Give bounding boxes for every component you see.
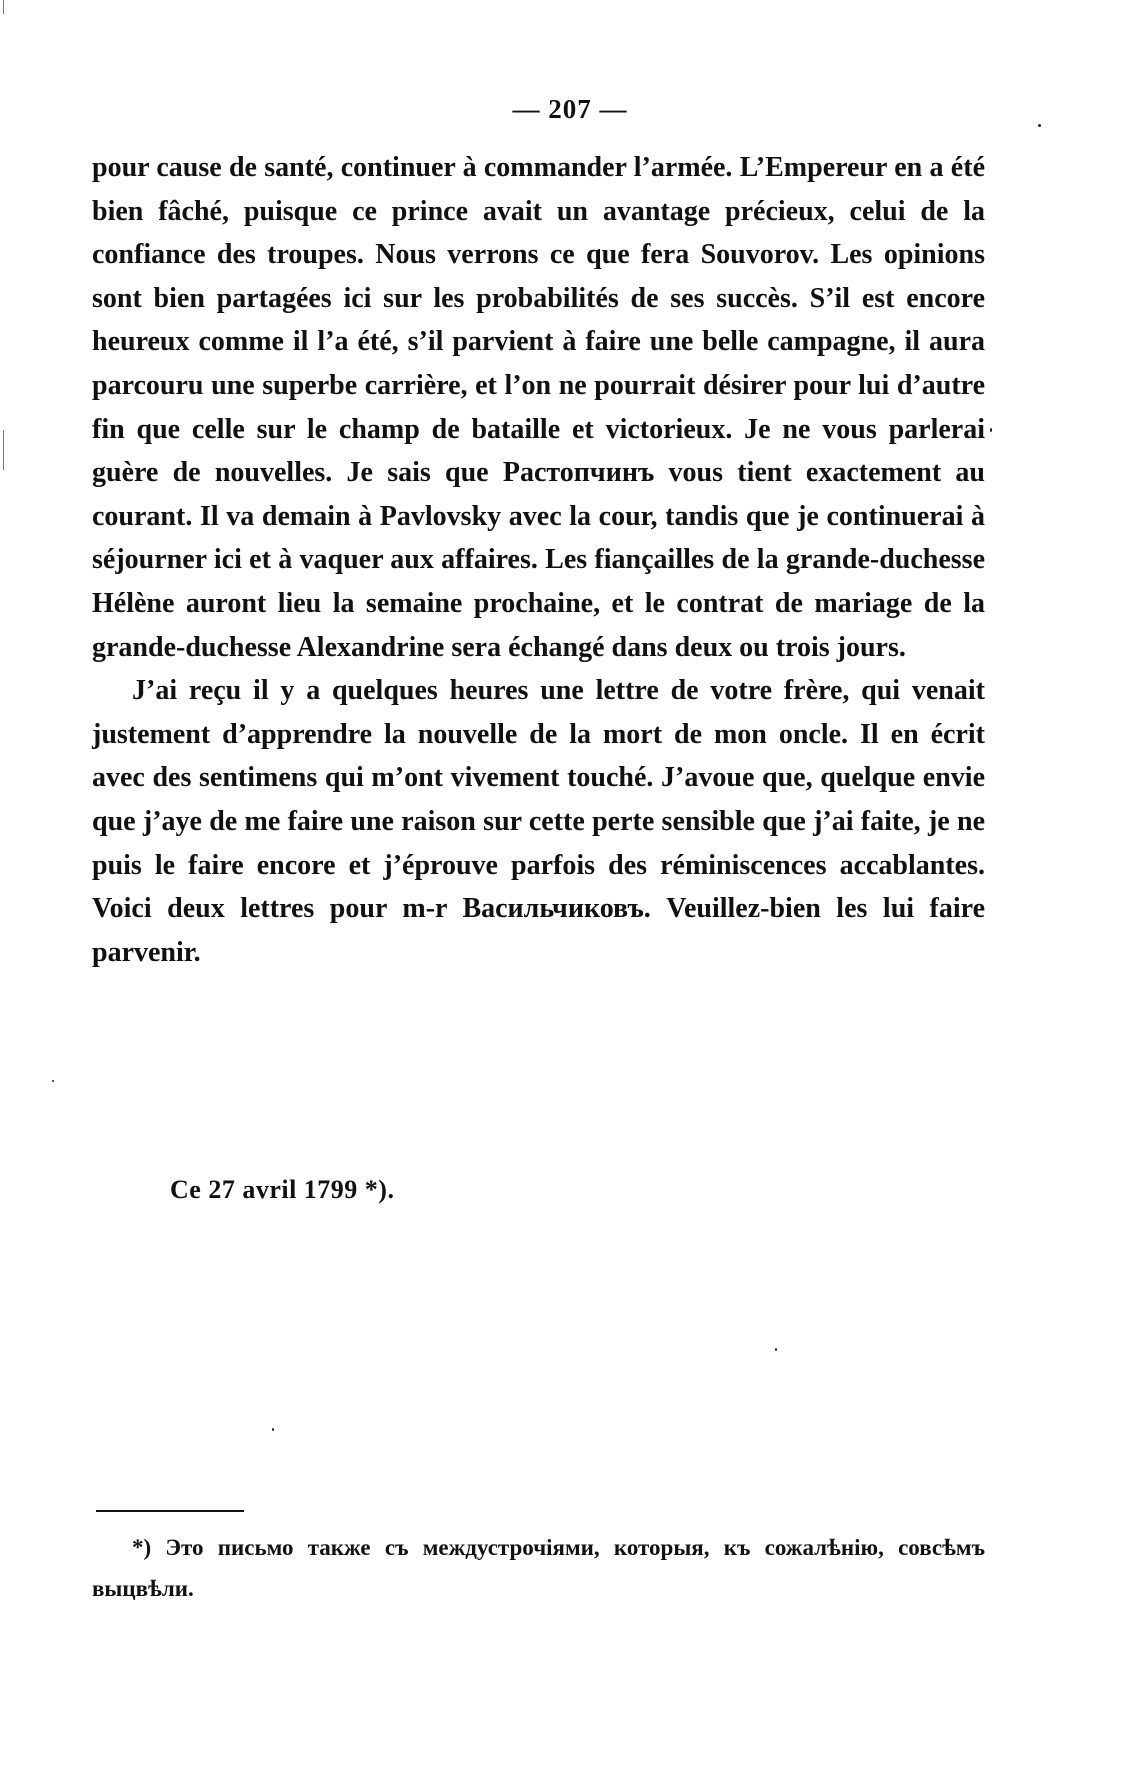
letter-body <box>92 146 985 974</box>
ink-speck <box>272 1428 274 1431</box>
ink-speck <box>52 1080 54 1082</box>
letter-dateline: Ce 27 avril 1799 *). <box>170 1175 395 1204</box>
scan-edge-mark <box>3 0 4 14</box>
footnote-text: *) Это письмо также съ междустрочіями, которыя, къ сожалѣнію, совсѣмъ выцвѣли. <box>92 1535 985 1601</box>
ink-speck <box>775 1348 777 1351</box>
scan-edge-mark <box>3 430 4 470</box>
page-number: — 207 — <box>512 94 628 124</box>
footnote-divider <box>96 1510 244 1512</box>
ink-speck <box>990 428 992 432</box>
paragraph-letter-from-brother: J’ai reçu il y a quelques heures une lettre de votre frère, qui venait justement d’apprendre la nouvelle de la mort de mon oncle. Il en écrit avec des sentimens qui m’ont vivement touché. J’avoue que, quelque envie que j’aye de me faire une raison sur cette perte sensible que j’ai faite, je ne puis le faire encore et j’éprouve parfois des réminiscences accablantes. Voici deux lettres pour m-r Васильчиковъ. Veuillez-bien les lui faire parvenir. <box>92 675 985 968</box>
paragraph-continuation: pour cause de santé, continuer à commander l’armée. L’Empereur en a été bien fâché, puisque ce prince avait un avantage précieux, celui de la confiance des troupes. Nous verrons ce que fera Souvorov. Les opinions sont bien partagées ici sur les probabilités de ses succès. S’il est encore heureux comme il l’a été, s’il parvient à faire une belle campagne, il aura parcouru une superbe carrière, et l’on ne pourrait désirer pour lui d’autre fin que celle sur le champ de bataille et victorieux. Je ne vous parlerai guère de nouvelles. Je sais que Растопчинъ vous tient exactement au courant. Il va demain à Pavlovsky avec la cour, tandis que je continuerai à séjourner ici et à vaquer aux affaires. Les fiançailles de la grande-duchesse Hélène auront lieu la semaine prochaine, et le contrat de mariage de la grande-duchesse Alexandrine sera échangé dans deux ou trois jours. <box>92 152 985 663</box>
ink-speck <box>1038 124 1041 127</box>
footnote <box>92 1527 985 1609</box>
